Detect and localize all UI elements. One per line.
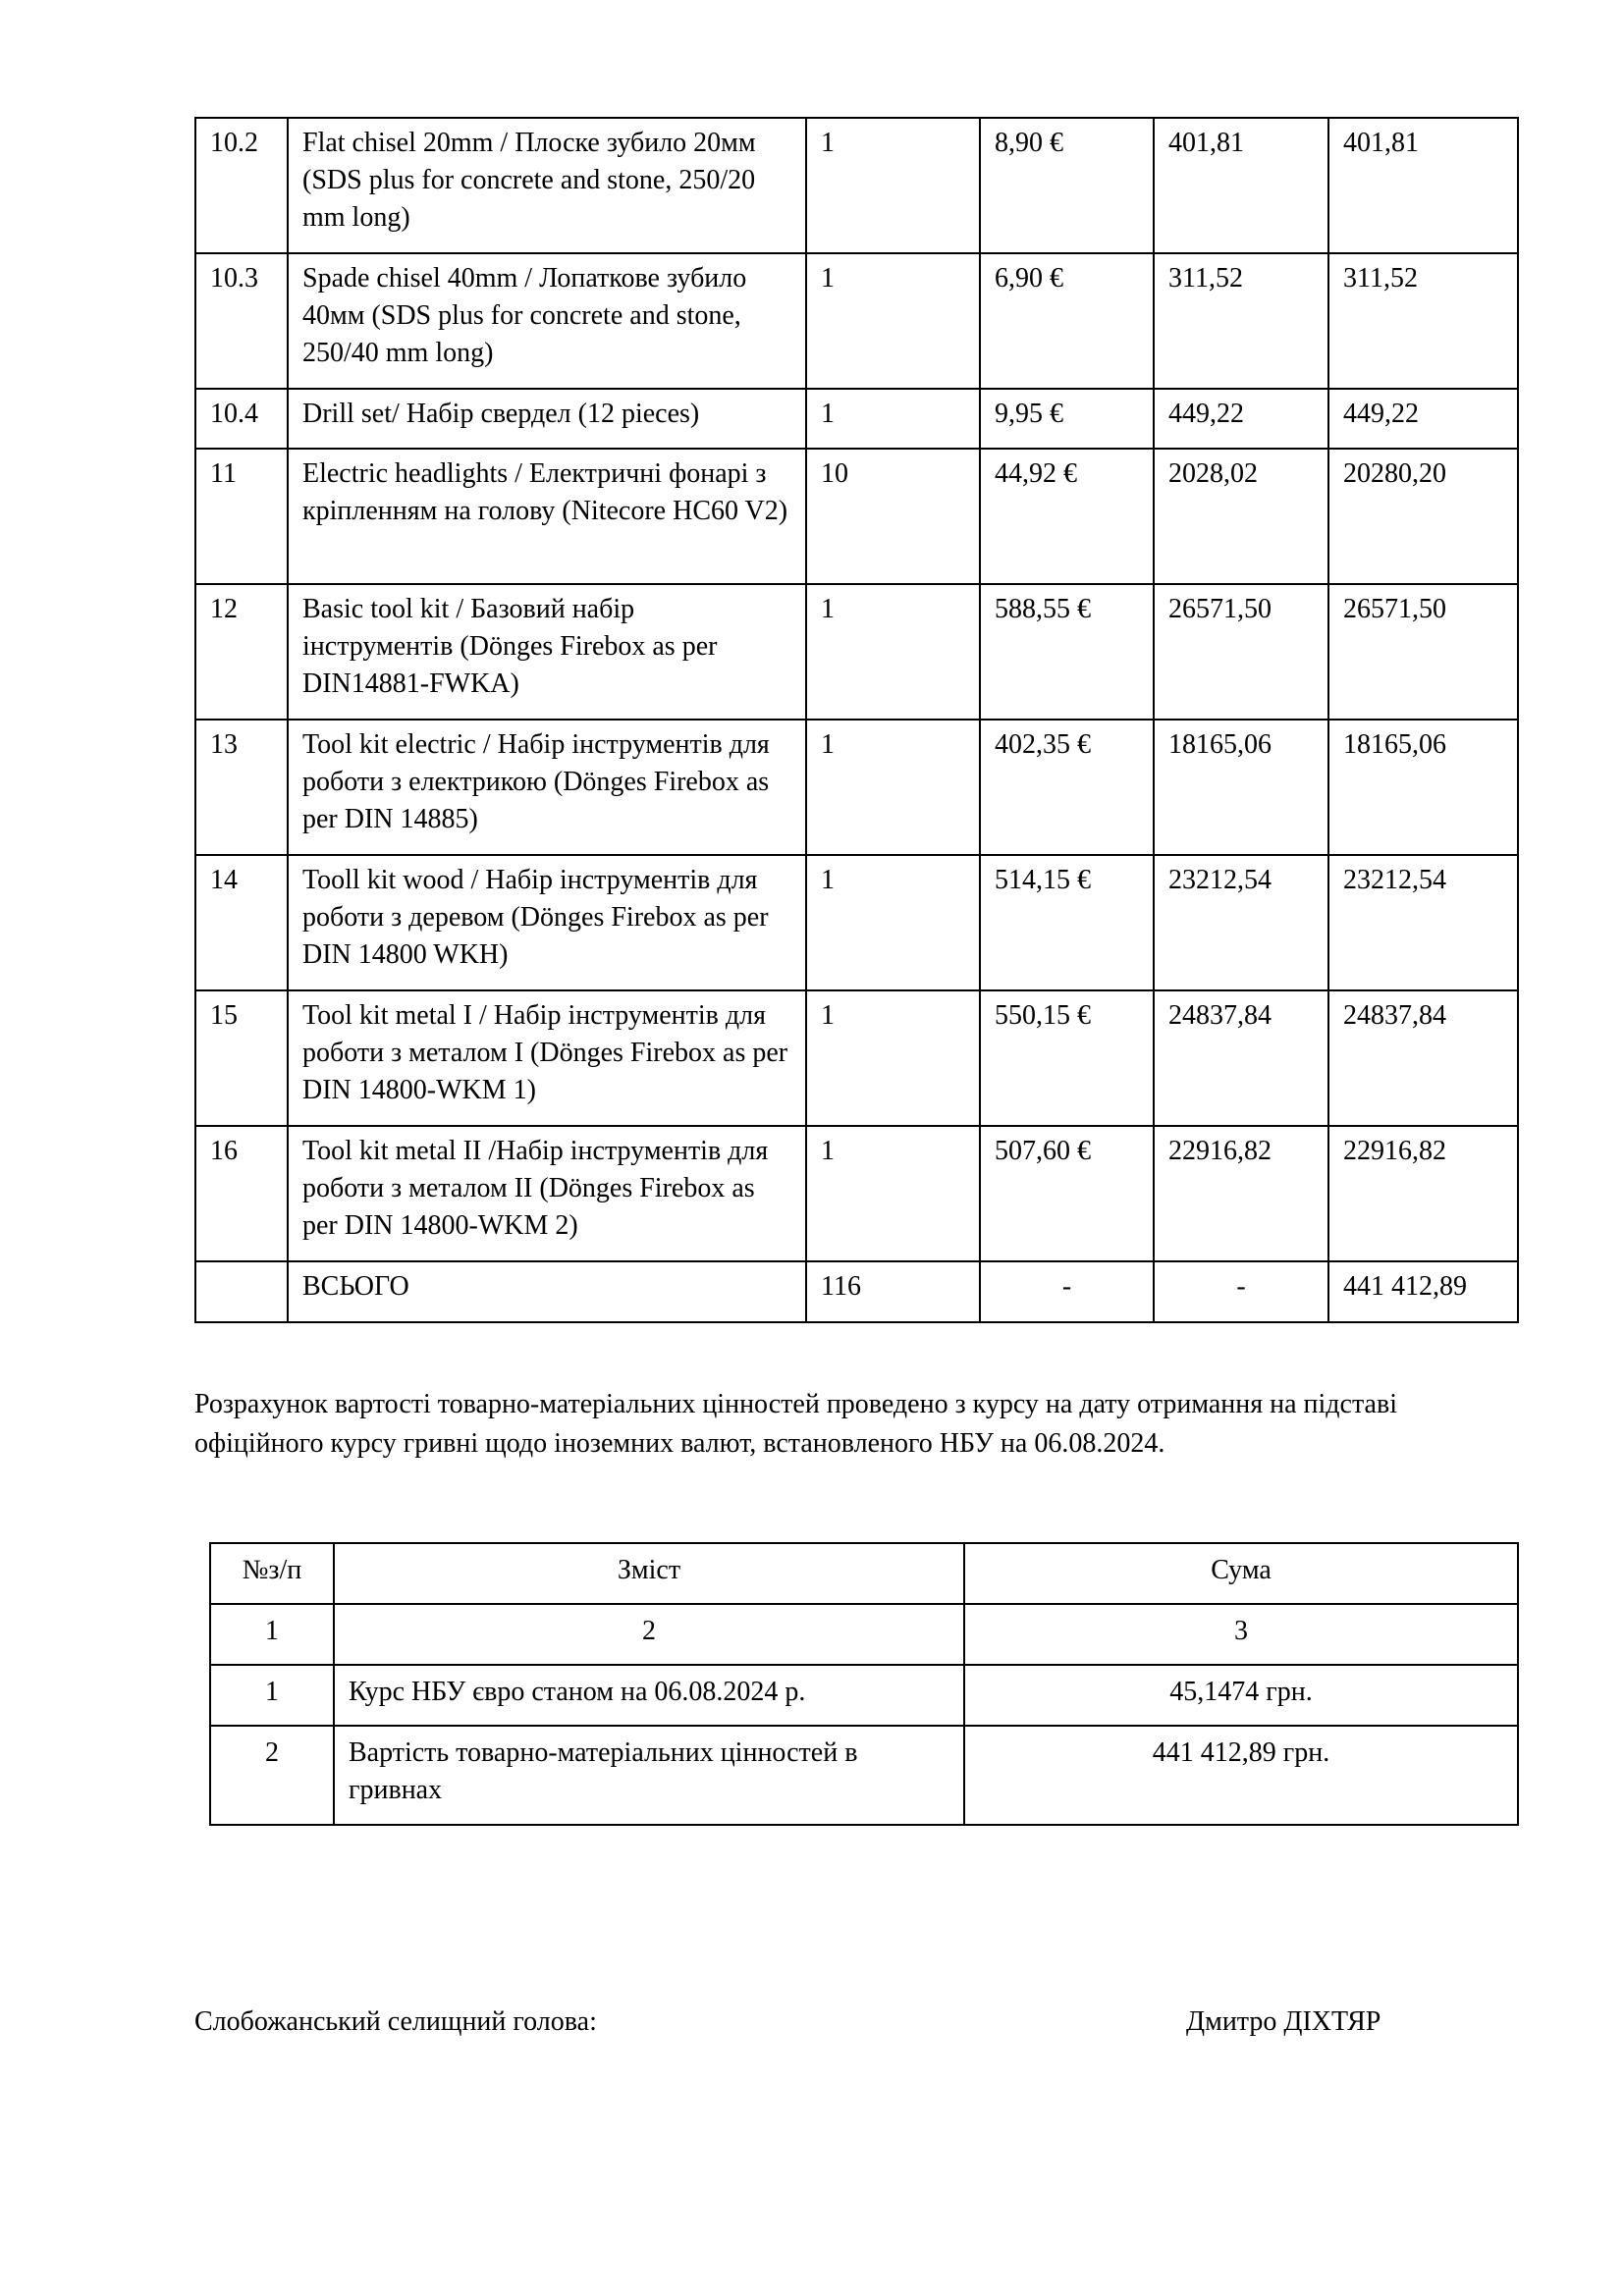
table-row: [195, 855, 1518, 990]
item-sum: 311,52: [1328, 253, 1518, 389]
row-sum: 45,1474 грн.: [964, 1665, 1518, 1726]
item-price-uah: 26571,50: [1154, 584, 1328, 720]
item-price-uah: 18165,06: [1154, 720, 1328, 855]
item-sum: 401,81: [1328, 118, 1518, 253]
item-price-eur: 6,90 €: [980, 253, 1154, 389]
item-price-uah: 24837,84: [1154, 990, 1328, 1126]
total-sum: 441 412,89: [1328, 1261, 1518, 1322]
item-price-uah: 311,52: [1154, 253, 1328, 389]
item-number: 10.3: [195, 253, 288, 389]
table-row: [195, 990, 1518, 1126]
item-name: Tooll kit wood / Набір інструментів для роботи з деревом (Dönges Firebox as per DIN 14800 WKH): [288, 855, 806, 990]
item-name: Tool kit metal I / Набір інструментів для роботи з металом I (Dönges Firebox as per DIN 14800-WKM 1): [288, 990, 806, 1126]
item-price-eur: 402,35 €: [980, 720, 1154, 855]
item-price-uah: 2028,02: [1154, 449, 1328, 584]
column-numbering-row: [210, 1604, 1518, 1665]
table-row: [210, 1726, 1518, 1825]
item-price-eur: 550,15 €: [980, 990, 1154, 1126]
item-quantity: 1: [806, 1126, 980, 1261]
item-price-eur: 44,92 €: [980, 449, 1154, 584]
item-quantity: 1: [806, 118, 980, 253]
item-price-eur: 8,90 €: [980, 118, 1154, 253]
item-price-uah: 449,22: [1154, 389, 1328, 449]
row-content: Курс НБУ євро станом на 06.08.2024 р.: [334, 1665, 964, 1726]
table-row: [195, 720, 1518, 855]
item-price-uah: 401,81: [1154, 118, 1328, 253]
item-quantity: 1: [806, 720, 980, 855]
item-price-eur: 9,95 €: [980, 389, 1154, 449]
item-sum: 24837,84: [1328, 990, 1518, 1126]
item-name: Spade chisel 40mm / Лопаткове зубило 40мм (SDS plus for concrete and stone, 250/40 mm long): [288, 253, 806, 389]
column-number: 1: [210, 1604, 334, 1665]
row-sum: 441 412,89 грн.: [964, 1726, 1518, 1825]
total-quantity: 116: [806, 1261, 980, 1322]
table-row: [195, 449, 1518, 584]
item-number: 11: [195, 449, 288, 584]
item-quantity: 1: [806, 990, 980, 1126]
item-sum: 22916,82: [1328, 1126, 1518, 1261]
item-price-uah: 22916,82: [1154, 1126, 1328, 1261]
column-header-sum: Сума: [964, 1543, 1518, 1604]
table-row: [210, 1665, 1518, 1726]
item-name: Drill set/ Набір свердел (12 pieces): [288, 389, 806, 449]
total-price-uah: -: [1154, 1261, 1328, 1322]
item-sum: 449,22: [1328, 389, 1518, 449]
total-label: ВСЬОГО: [288, 1261, 806, 1322]
item-price-eur: 588,55 €: [980, 584, 1154, 720]
column-header-content: Зміст: [334, 1543, 964, 1604]
table-row: [195, 1126, 1518, 1261]
item-number: 10.2: [195, 118, 288, 253]
item-sum: 18165,06: [1328, 720, 1518, 855]
item-quantity: 1: [806, 389, 980, 449]
signatory-name: Дмитро ДІХТЯР: [1186, 2006, 1381, 2037]
item-name: Flat chisel 20mm / Плоске зубило 20мм (SDS plus for concrete and stone, 250/20 mm long): [288, 118, 806, 253]
calculation-note: Розрахунок вартості товарно-матеріальних цінностей проведено з курсу на дату отримання на підставі офіційного курсу гривні щодо іноземних валют, встановленого НБУ на 06.08.2024.: [194, 1389, 1397, 1459]
item-price-uah: 23212,54: [1154, 855, 1328, 990]
items-table: [194, 117, 1519, 1323]
column-number: 3: [964, 1604, 1518, 1665]
total-row: [195, 1261, 1518, 1322]
exchange-rate-table: [209, 1542, 1519, 1826]
item-price-eur: 514,15 €: [980, 855, 1154, 990]
item-price-eur: 507,60 €: [980, 1126, 1154, 1261]
table-row: [195, 389, 1518, 449]
item-sum: 23212,54: [1328, 855, 1518, 990]
item-sum: 26571,50: [1328, 584, 1518, 720]
item-number: 13: [195, 720, 288, 855]
row-number: 2: [210, 1726, 334, 1825]
row-content: Вартість товарно-матеріальних цінностей в гривнах: [334, 1726, 964, 1825]
column-number: 2: [334, 1604, 964, 1665]
total-price-eur: -: [980, 1261, 1154, 1322]
item-name: Tool kit metal II /Набір інструментів для роботи з металом II (Dönges Firebox as per DIN 14800-WKM 2): [288, 1126, 806, 1261]
item-quantity: 1: [806, 855, 980, 990]
item-name: Electric headlights / Електричні фонарі з кріпленням на голову (Nitecore HC60 V2): [288, 449, 806, 584]
item-number: 16: [195, 1126, 288, 1261]
item-number: 12: [195, 584, 288, 720]
row-number: 1: [210, 1665, 334, 1726]
item-number: 15: [195, 990, 288, 1126]
total-number: [195, 1261, 288, 1322]
item-number: 14: [195, 855, 288, 990]
column-header-number: №з/п: [210, 1543, 334, 1604]
signatory-title: Слобожанський селищний голова:: [194, 2006, 597, 2037]
item-name: Tool kit electric / Набір інструментів для роботи з електрикою (Dönges Firebox as per DIN 14885): [288, 720, 806, 855]
item-quantity: 10: [806, 449, 980, 584]
item-quantity: 1: [806, 584, 980, 720]
item-sum: 20280,20: [1328, 449, 1518, 584]
item-number: 10.4: [195, 389, 288, 449]
table-row: [195, 584, 1518, 720]
table-header-row: [210, 1543, 1518, 1604]
table-row: [195, 253, 1518, 389]
item-quantity: 1: [806, 253, 980, 389]
table-row: [195, 118, 1518, 253]
item-name: Basic tool kit / Базовий набір інструментів (Dönges Firebox as per DIN14881-FWKA): [288, 584, 806, 720]
